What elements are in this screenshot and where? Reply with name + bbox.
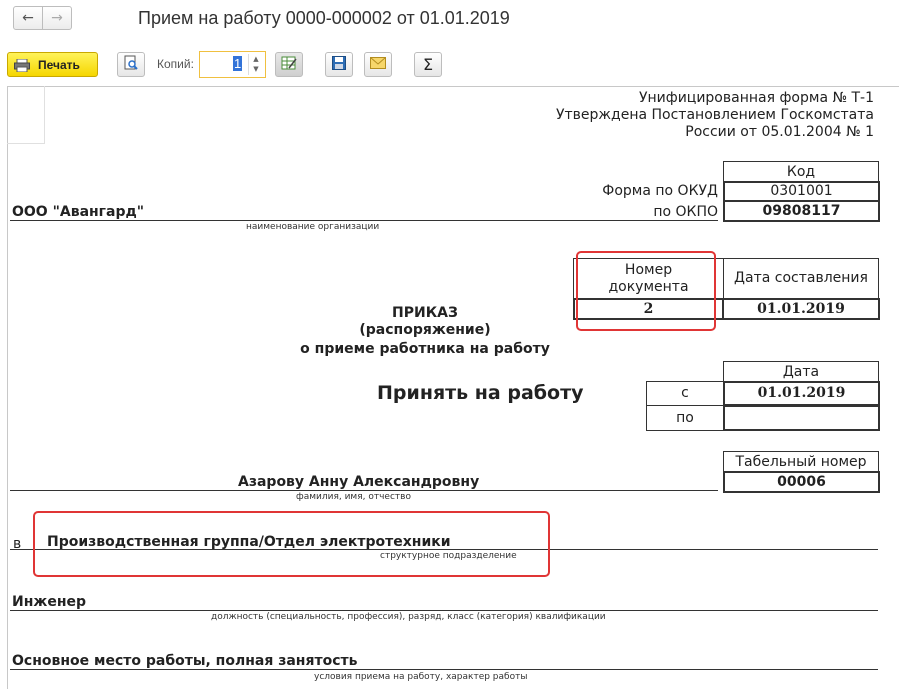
okpo-value-cell (723, 200, 880, 222)
okud-value: 0301001 (770, 183, 833, 199)
code-header-cell (723, 161, 879, 182)
from-label-cell (646, 381, 724, 406)
copies-value: 1 (234, 56, 242, 71)
to-label: по (676, 409, 694, 426)
tab-number-header: Табельный номер (735, 453, 867, 470)
back-button[interactable] (13, 6, 43, 30)
conditions-underline (10, 669, 878, 670)
doc-date-header: Дата составления (734, 270, 868, 286)
preview-icon (123, 55, 139, 75)
forward-button[interactable] (42, 6, 72, 30)
okpo-value: 09808117 (762, 202, 841, 219)
copies-label: Копий: (157, 57, 194, 71)
preview-button[interactable] (117, 52, 145, 77)
order-title-1: ПРИКАЗ (392, 305, 458, 321)
form-header-line2: Утверждена Постановлением Госкомстата (555, 107, 874, 123)
department-name: Производственная группа/Отдел электротехники (47, 534, 451, 550)
department-highlight (33, 511, 550, 577)
code-header: Код (786, 163, 816, 180)
position-underline (10, 610, 878, 611)
send-email-button[interactable] (364, 52, 392, 77)
hire-title: Принять на работу (377, 382, 584, 404)
okud-label: Форма по ОКУД (602, 183, 718, 199)
save-button[interactable] (325, 52, 353, 77)
okpo-label: по ОКПО (653, 204, 718, 220)
sigma-icon: Σ (422, 55, 434, 74)
okud-value-cell (723, 181, 880, 202)
conditions-name: Основное место работы, полная занятость (12, 653, 358, 669)
organization-caption: наименование организации (246, 222, 380, 232)
edit-mode-button[interactable] (275, 52, 303, 77)
doc-number-value: 2 (643, 300, 654, 317)
to-value-cell (723, 405, 880, 431)
organization-underline (10, 220, 718, 221)
copies-spinner[interactable]: ▲ ▼ (248, 54, 263, 75)
in-label: в (13, 536, 22, 552)
doc-date-value: 01.01.2019 (757, 300, 845, 317)
envelope-icon (370, 57, 386, 73)
doc-number-highlight (576, 251, 716, 331)
form-header-line1: Унифицированная форма № Т-1 (638, 90, 874, 106)
employee-caption: фамилия, имя, отчество (296, 492, 411, 502)
date-header-cell (723, 361, 879, 382)
department-caption: структурное подразделение (380, 551, 517, 561)
employee-underline (10, 490, 718, 491)
doc-date-header-cell (723, 258, 879, 299)
window-title: Прием на работу 0000-000002 от 01.01.2019 (138, 8, 510, 28)
organization-name: ООО "Авангард" (12, 204, 145, 220)
to-label-cell (646, 405, 724, 431)
edit-table-icon (281, 55, 297, 75)
employee-name: Азарову Анну Александровну (238, 474, 480, 490)
order-title-2: (распоряжение) (359, 322, 491, 338)
arrow-right-icon: → (51, 10, 63, 26)
date-header: Дата (782, 363, 820, 380)
tab-number-header-cell (723, 451, 879, 472)
position-name: Инженер (12, 594, 87, 610)
tab-number-value-cell (723, 471, 880, 493)
form-header-line3: России от 05.01.2004 № 1 (685, 124, 874, 140)
from-value: 01.01.2019 (757, 385, 846, 401)
from-value-cell (723, 381, 880, 406)
from-label: с (681, 385, 689, 401)
sum-button[interactable] (414, 52, 442, 77)
print-button[interactable] (7, 52, 98, 77)
printer-icon (14, 59, 30, 71)
floppy-disk-icon (332, 56, 346, 74)
sheet-corner (7, 86, 45, 144)
copies-input[interactable] (199, 51, 266, 78)
tab-number-value: 00006 (777, 473, 826, 490)
arrow-left-icon: ← (22, 10, 34, 26)
print-button-label: Печать (38, 57, 80, 72)
order-title-3: о приеме работника на работу (300, 341, 550, 357)
conditions-caption: условия приема на работу, характер работы (314, 672, 528, 682)
doc-date-value-cell (722, 298, 880, 320)
doc-number-header: Номер документа (608, 261, 689, 295)
position-caption: должность (специальность, профессия), разряд, класс (категория) квалификации (211, 612, 606, 622)
